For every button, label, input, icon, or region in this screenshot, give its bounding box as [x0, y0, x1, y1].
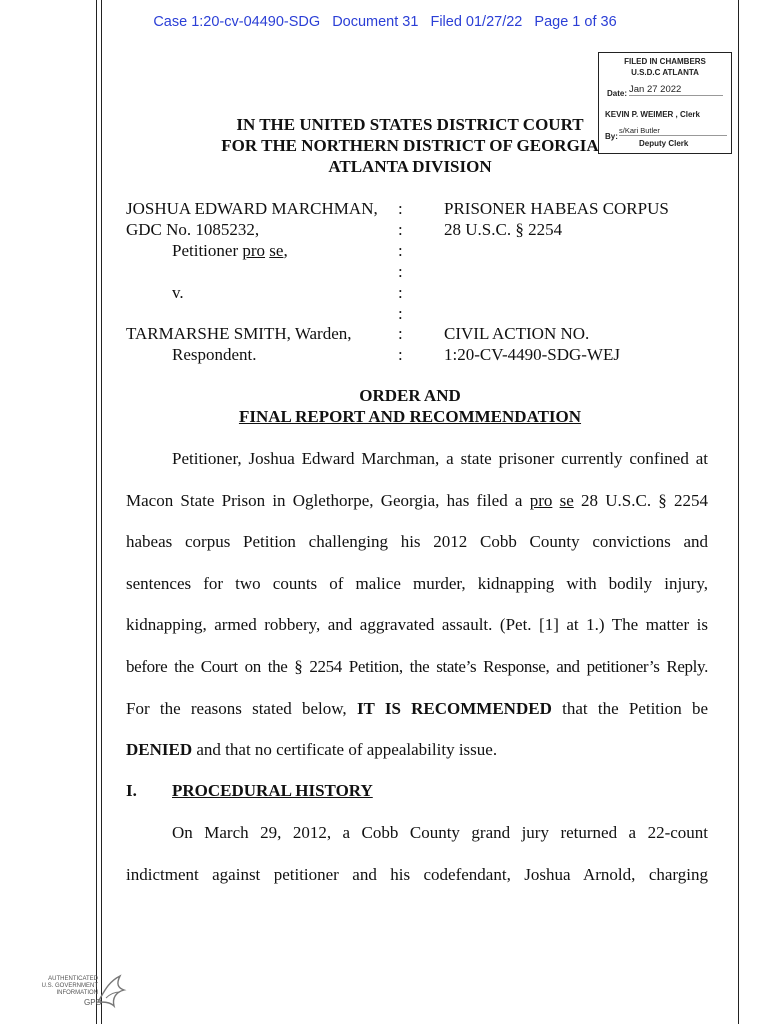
- text-line: Macon State Prison in Oglethorpe, Georgia, has filed a pro se 28 U.S.C. § 2254: [126, 490, 708, 510]
- court-line-2: FOR THE NORTHERN DISTRICT OF GEORGIA: [221, 136, 599, 155]
- court-line-3: ATLANTA DIVISION: [328, 157, 492, 176]
- stamp-by-label: By:: [605, 132, 618, 141]
- stamp-title: FILED IN CHAMBERS U.S.D.C ATLANTA: [624, 57, 706, 77]
- respondent-role: Respondent.: [172, 345, 257, 364]
- text-line: kidnapping, armed robbery, and aggravated assault. (Pet. [1] at 1.) The matter is: [126, 615, 708, 635]
- versus: v.: [172, 283, 184, 302]
- text-line: For the reasons stated below, IT IS RECOMMENDED that the Petition be: [126, 698, 708, 718]
- caption-colon: :: [398, 241, 403, 260]
- petitioner-role: Petitioner pro se,: [172, 241, 288, 260]
- caption-colon: :: [398, 324, 403, 343]
- document-number: Document 31: [332, 14, 419, 30]
- text-line: habeas corpus Petition challenging his 2012 Cobb County convictions and: [126, 532, 708, 552]
- stamp-clerk: KEVIN P. WEIMER , Clerk: [605, 110, 700, 119]
- court-line-1: IN THE UNITED STATES DISTRICT COURT: [236, 115, 584, 134]
- caption-colon: :: [398, 304, 403, 323]
- case-type: PRISONER HABEAS CORPUS: [444, 199, 669, 218]
- text-line: before the Court on the § 2254 Petition, the state’s Response, and petitioner’s Reply.: [126, 656, 708, 676]
- eagle-icon: [94, 972, 130, 1012]
- caption-colon: :: [398, 262, 403, 281]
- stamp-date-label: Date:: [607, 89, 628, 98]
- petitioner-name: JOSHUA EDWARD MARCHMAN,: [126, 199, 378, 218]
- text-line: Petitioner, Joshua Edward Marchman, a state prisoner currently confined at: [172, 449, 708, 468]
- respondent-name: TARMARSHE SMITH, Warden,: [126, 324, 352, 343]
- order-title-line-2: FINAL REPORT AND RECOMMENDATION: [238, 407, 582, 426]
- stamp-deputy: Deputy Clerk: [639, 139, 689, 148]
- caption-colon: :: [398, 345, 403, 364]
- order-title-line-1: ORDER AND: [359, 386, 461, 405]
- text-line: DENIED and that no certificate of appealability issue.: [126, 740, 498, 760]
- text-line: sentences for two counts of malice murder, kidnapping with bodily injury,: [126, 573, 708, 593]
- right-margin-line: [738, 0, 739, 1024]
- case-number: Case 1:20-cv-04490-SDG: [153, 14, 321, 30]
- stamp-date-value: Jan 27 2022: [629, 84, 723, 96]
- civil-action-label: CIVIL ACTION NO.: [444, 324, 590, 343]
- statute: 28 U.S.C. § 2254: [444, 220, 563, 239]
- caption-colon: :: [398, 220, 403, 239]
- filed-date: Filed 01/27/22: [430, 14, 523, 30]
- paragraph-2: [126, 812, 708, 895]
- text-line: indictment against petitioner and his codefendant, Joshua Arnold, charging: [126, 864, 708, 884]
- stamp-signature: s/Kari Butler: [619, 126, 727, 136]
- section-number: I.: [126, 781, 137, 800]
- ecf-header: [0, 14, 770, 30]
- civil-action-number: 1:20-CV-4490-SDG-WEJ: [444, 345, 620, 364]
- page-number: Page 1 of 36: [534, 14, 617, 30]
- caption-colon: :: [398, 199, 403, 218]
- gpo-mark: GPO: [84, 998, 102, 1007]
- gpo-text: AUTHENTICATED U.S. GOVERNMENT INFORMATION: [41, 976, 98, 996]
- gpo-authentication-seal: [40, 970, 130, 1016]
- paragraph-1: [126, 438, 708, 771]
- section-heading: PROCEDURAL HISTORY: [172, 781, 373, 800]
- caption-colon: :: [398, 283, 403, 302]
- gdc-number: GDC No. 1085232,: [126, 220, 260, 239]
- text-line: On March 29, 2012, a Cobb County grand jury returned a 22-count: [172, 823, 708, 842]
- left-margin-line: [96, 0, 97, 1024]
